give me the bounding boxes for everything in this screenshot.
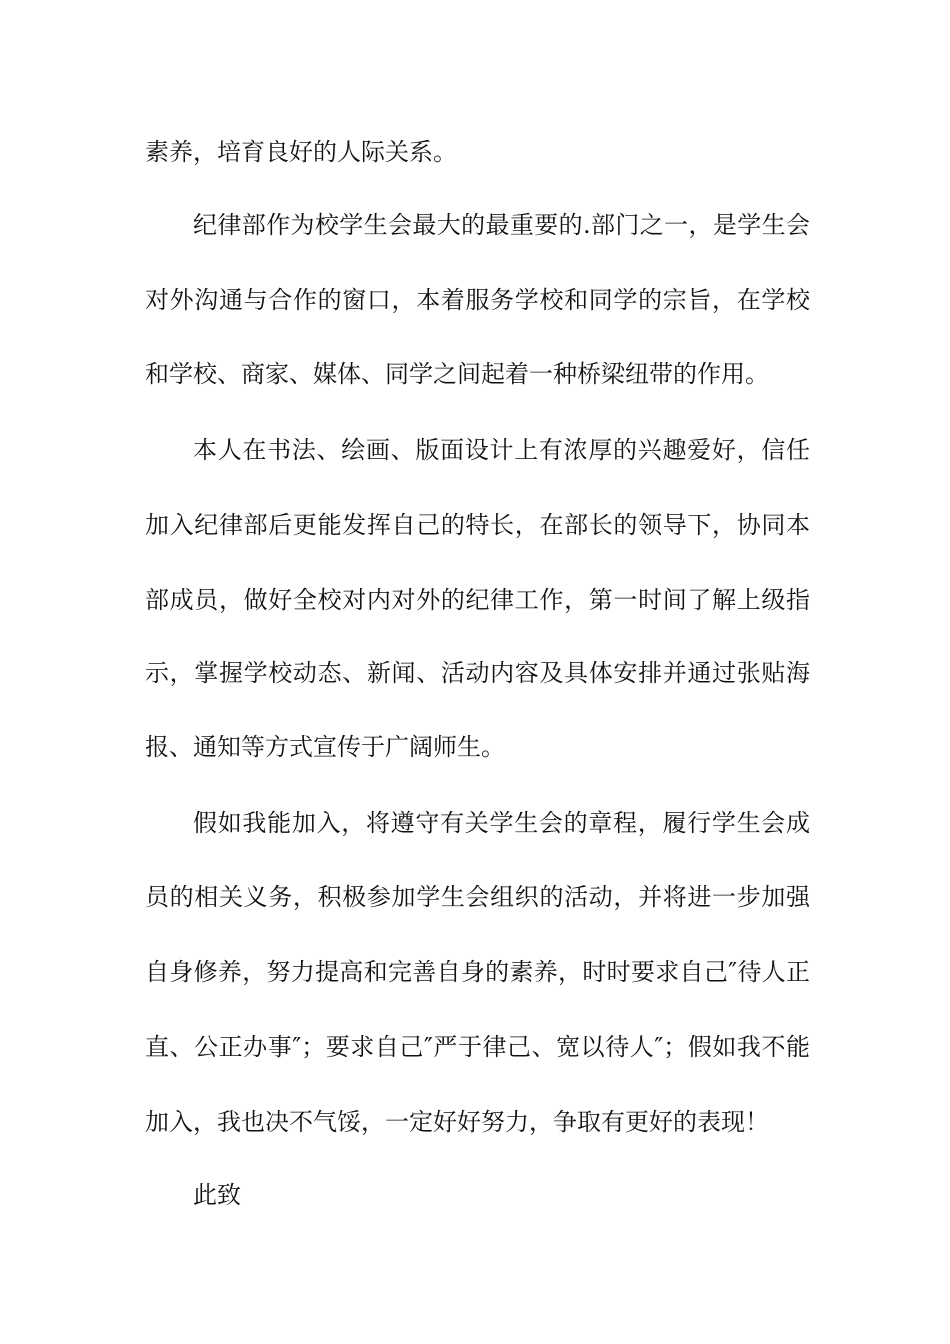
- text-line-6: 加入纪律部后更能发挥自己的特长，在部长的领导下，协同本: [145, 511, 810, 539]
- text-line-1: 素养，培育良好的人际关系。: [145, 138, 457, 166]
- text-line-9: 报、通知等方式宣传于广阔师生。: [145, 733, 505, 761]
- text-line-2: 纪律部作为校学生会最大的最重要的.部门之一，是学生会: [193, 211, 810, 239]
- text-line-5: 本人在书法、绘画、版面设计上有浓厚的兴趣爱好，信任: [193, 436, 810, 464]
- text-line-7: 部成员，做好全校对内对外的纪律工作，第一时间了解上级指: [145, 586, 810, 614]
- text-line-12: 自身修养，努力提高和完善自身的素养，时时要求自己″待人正: [145, 958, 810, 986]
- text-line-10: 假如我能加入，将遵守有关学生会的章程，履行学生会成: [193, 809, 810, 837]
- text-line-3: 对外沟通与合作的窗口，本着服务学校和同学的宗旨，在学校: [145, 286, 810, 314]
- text-line-11: 员的相关义务，积极参加学生会组织的活动，并将进一步加强: [145, 883, 810, 911]
- text-line-15: 此致: [193, 1181, 241, 1209]
- text-line-8: 示，掌握学校动态、新闻、活动内容及具体安排并通过张贴海: [145, 659, 810, 687]
- text-line-14: 加入，我也决不气馁，一定好好努力，争取有更好的表现！: [145, 1108, 769, 1136]
- text-line-4: 和学校、商家、媒体、同学之间起着一种桥梁纽带的作用。: [145, 360, 769, 388]
- text-line-13: 直、公正办事″；要求自己″严于律己、宽以待人″；假如我不能: [145, 1033, 810, 1061]
